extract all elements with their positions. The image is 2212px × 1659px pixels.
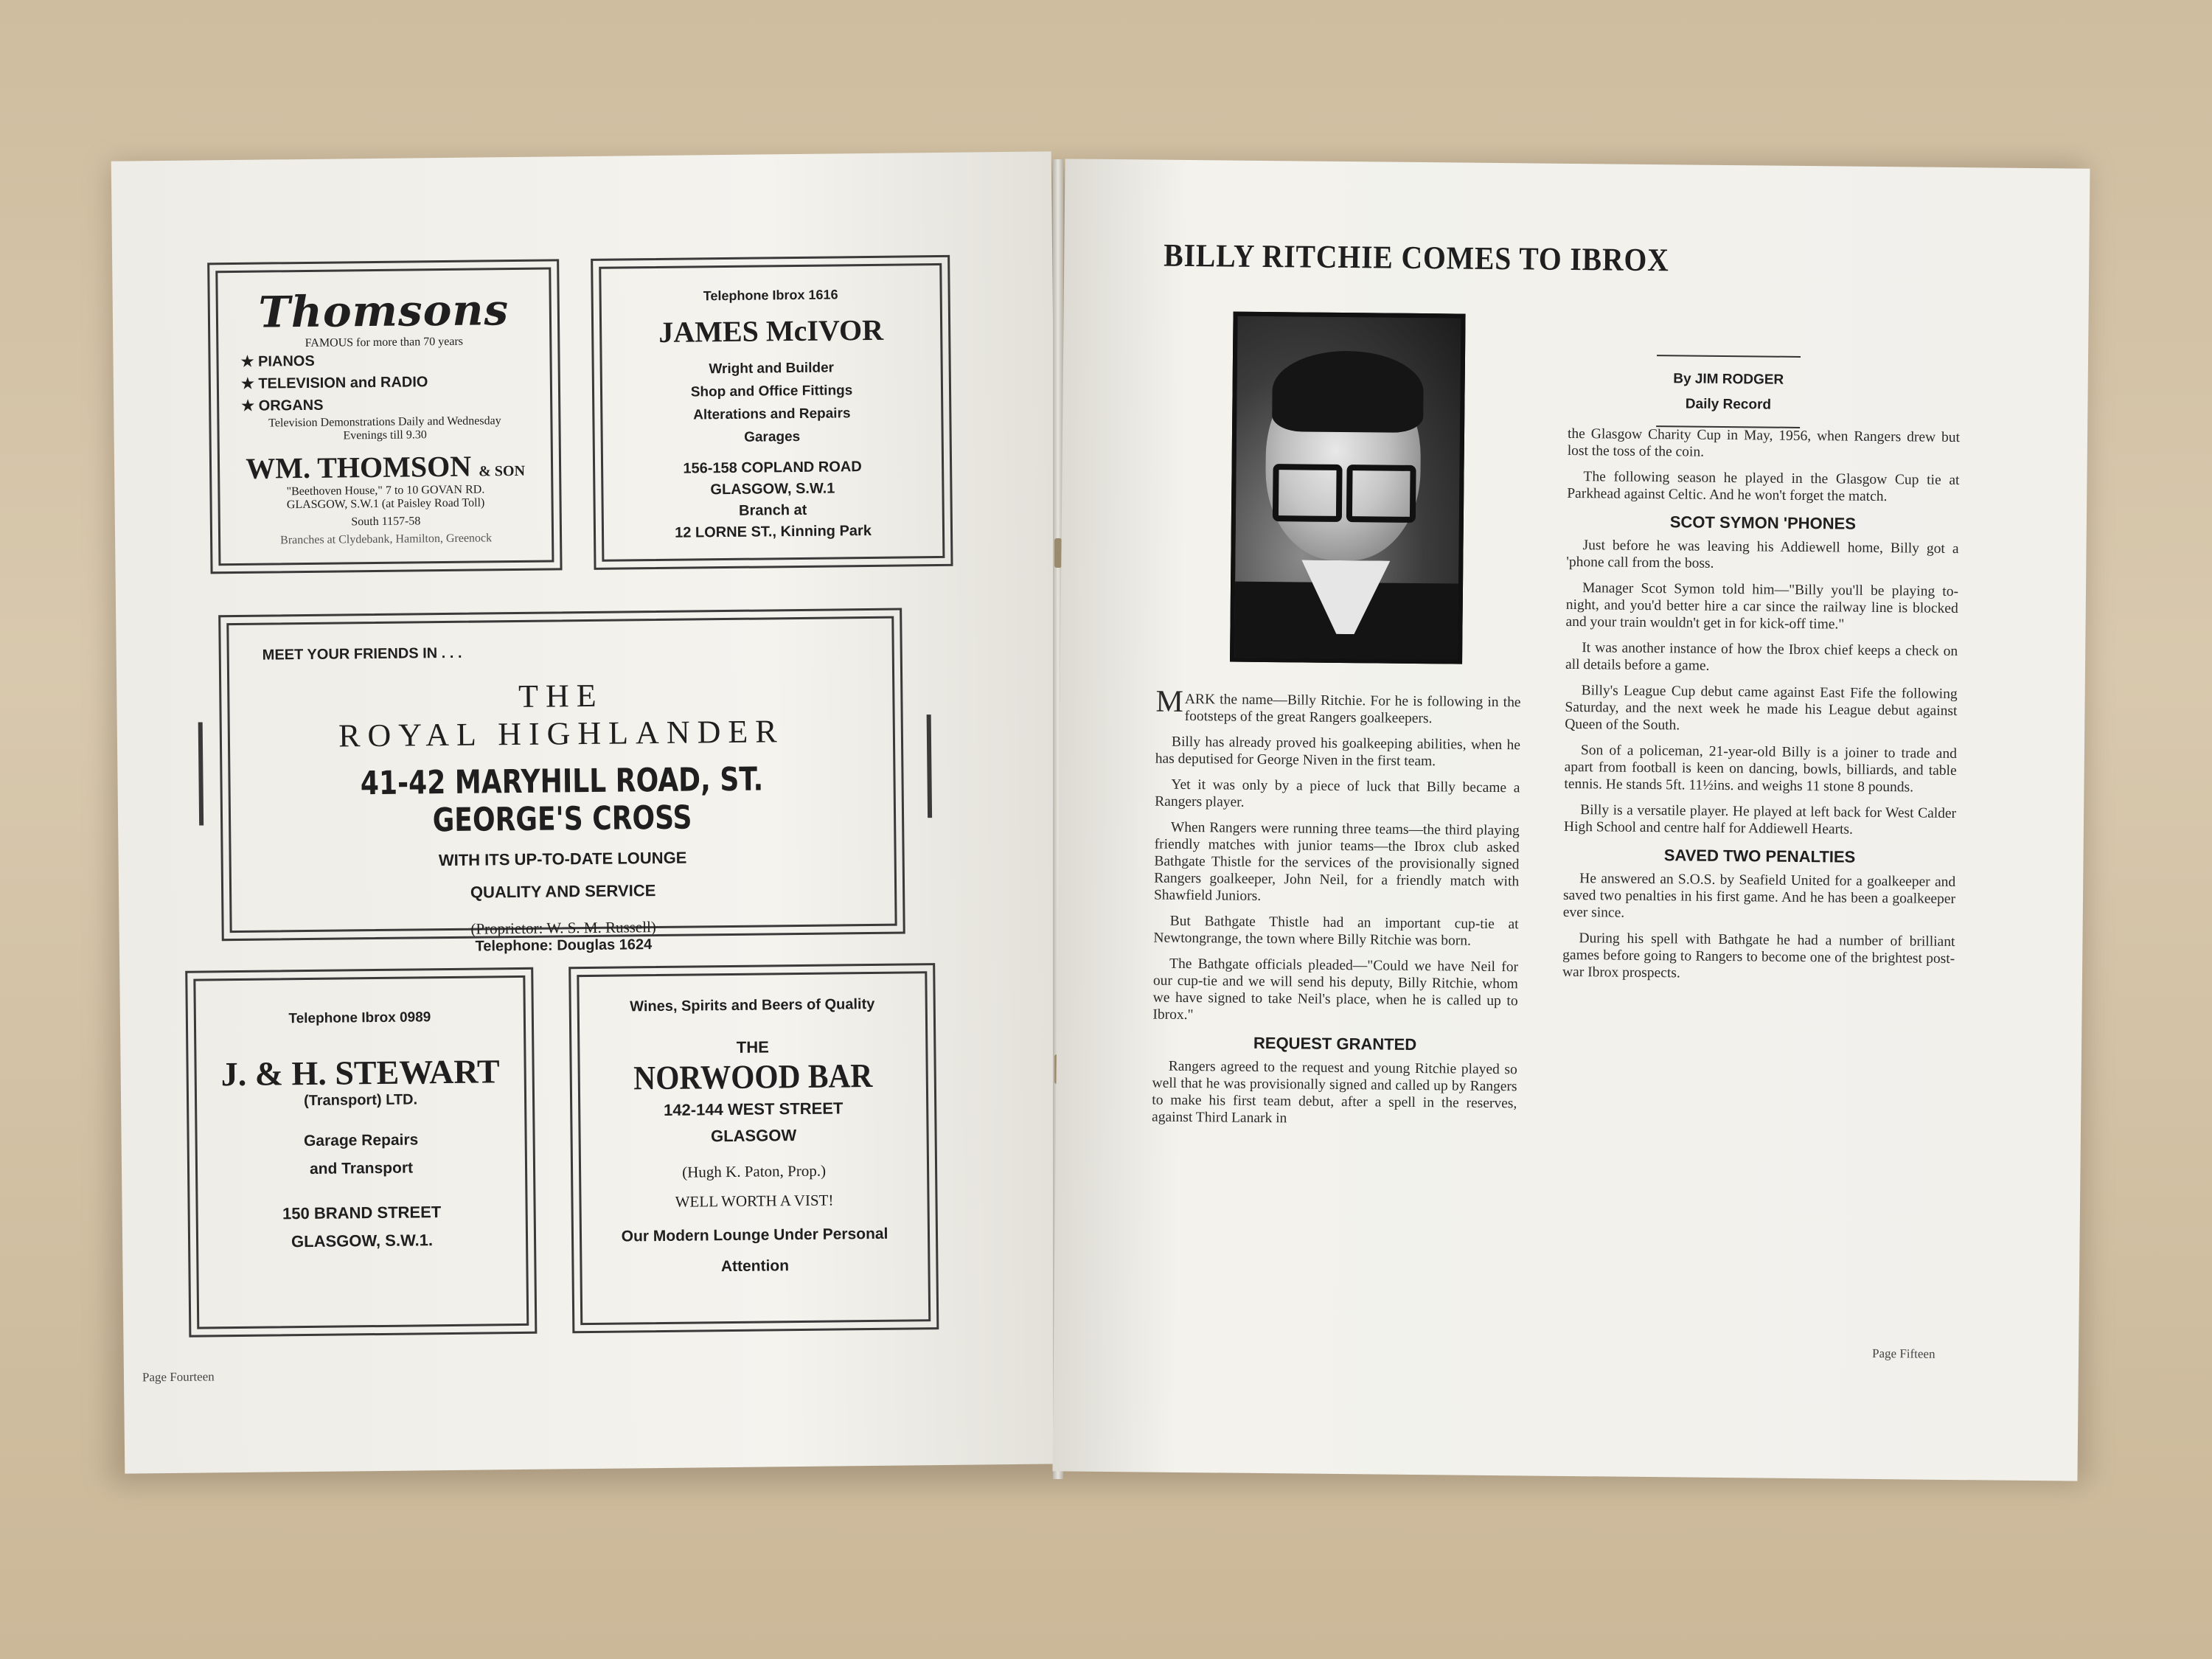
- decorative-bar-left: [198, 722, 204, 825]
- byline-author: By JIM RODGER: [1673, 371, 1784, 388]
- ad-mcivor: [599, 263, 945, 562]
- highlander-address: 41-42 MARYHILL ROAD, ST. GEORGE'S CROSS: [360, 760, 764, 840]
- paragraph: He answered an S.O.S. by Seafield United for a goalkeeper and saved two penalties in his first game. And he has been a goalkeeper ever since.: [1562, 871, 1956, 921]
- thomsons-product-pianos: ★ PIANOS: [240, 352, 315, 370]
- mcivor-address: GLASGOW, S.W.1: [710, 480, 835, 498]
- stewart-ltd: (Transport) LTD.: [303, 1091, 418, 1110]
- stewart-name: J. & H. STEWART: [220, 1052, 500, 1093]
- left-page: [111, 151, 1065, 1473]
- stewart-service: Garage Repairs: [303, 1131, 419, 1150]
- article-column-left: [1152, 684, 1521, 1138]
- norwood-the: THE: [736, 1037, 769, 1057]
- stewart-phone: Telephone Ibrox 0989: [288, 1009, 431, 1027]
- mcivor-address: 12 LORNE ST., Kinning Park: [675, 522, 872, 541]
- paragraph: But Bathgate Thistle had an important cup-tie at Newtongrange, the town where Billy Ritchie was born.: [1153, 913, 1519, 949]
- norwood-lounge: Attention: [720, 1257, 790, 1276]
- paragraph: Billy has already proved his goalkeeping abilities, when he has deputised for George Niven in the first team.: [1155, 734, 1521, 770]
- ad-norwood-bar: [577, 971, 931, 1325]
- page-number-right: Page Fifteen: [1871, 1346, 1935, 1361]
- thomsons-address2: GLASGOW, S.W.1 (at Paisley Road Toll): [286, 496, 485, 512]
- norwood-address: 142-144 WEST STREET: [663, 1099, 844, 1119]
- paragraph: During his spell with Bathgate he had a number of brilliant games before going to Rangers to become one of the brightest post-war Ibrox prospects.: [1562, 931, 1955, 981]
- ad-stewart: [193, 975, 529, 1329]
- thomsons-name: WM. THOMSON & SON: [245, 449, 526, 485]
- paragraph: Son of a policeman, 21-year-old Billy is a joiner to trade and apart from football is keen on dancing, bowls, billiards, and table tennis. He stands 5ft. 11½ins. and weighs 11 stone 8 pounds.: [1564, 742, 1957, 796]
- byline-publication: Daily Record: [1685, 396, 1772, 413]
- paragraph: When Rangers were running three teams—the third playing friendly matches with junior teams—the Ibrox club asked Bathgate Thistle for the services of the provisionally signed Rangers goalkeeper, John Neil, for a friendly match with Shawfield Juniors.: [1153, 819, 1520, 904]
- page-number-left: Page Fourteen: [142, 1369, 215, 1385]
- byline: [1656, 355, 1801, 428]
- thomsons-product-organs: ★ ORGANS: [241, 397, 324, 414]
- norwood-lounge: Our Modern Lounge Under Personal: [621, 1225, 888, 1245]
- highlander-proprietor: (Proprietor: W. S. M. Russell): [470, 918, 656, 938]
- norwood-proprietor: (Hugh K. Paton, Prop.): [682, 1161, 827, 1181]
- highlander-quality: QUALITY AND SERVICE: [470, 881, 656, 902]
- thomsons-address1: "Beethoven House," 7 to 10 GOVAN RD.: [286, 483, 485, 498]
- thomsons-brand: Thomsons: [258, 285, 509, 338]
- paragraph: Manager Scot Symon told him—"Billy you'll be playing to-night, and you'd better hire a car since the railway line is blocked and your train wouldn't get in for kick-off time.": [1565, 580, 1959, 633]
- norwood-slogan: WELL WORTH A VIST!: [675, 1191, 834, 1211]
- paragraph: Just before he was leaving his Addiewell home, Billy got a 'phone call from the boss.: [1566, 538, 1959, 571]
- thomsons-demo: Television Demonstrations Daily and Wednesday Evenings till 9.30: [268, 414, 501, 442]
- thomsons-famous: FAMOUS for more than 70 years: [305, 335, 464, 349]
- article-column-right: [1562, 425, 1960, 993]
- paragraph: The following season he played in the Glasgow Cup tie at Parkhead against Celtic. And he won't forget the match.: [1567, 469, 1960, 505]
- norwood-name: NORWOOD BAR: [633, 1056, 873, 1097]
- mcivor-line: Wright and Builder: [709, 360, 835, 378]
- portrait-photo: [1230, 312, 1466, 664]
- mcivor-line: Alterations and Repairs: [693, 406, 851, 423]
- paragraph: Billy is a versatile player. He played at left back for West Calder High School and centre half for Addiewell Hearts.: [1563, 802, 1957, 838]
- decorative-bar-right: [927, 714, 932, 818]
- highlander-phone: Telephone: Douglas 1624: [475, 936, 653, 955]
- paragraph: MARK the name—Billy Ritchie. For he is following in the footsteps of the great Rangers goalkeepers.: [1155, 684, 1521, 727]
- article-headline: BILLY RITCHIE COMES TO IBROX: [1164, 237, 1669, 279]
- mcivor-address: Branch at: [738, 501, 807, 519]
- mcivor-line: Shop and Office Fittings: [690, 383, 853, 400]
- stewart-address: 150 BRAND STREET: [282, 1203, 442, 1223]
- dropcap: M: [1155, 684, 1184, 719]
- highlander-name: ROYAL HIGHLANDER: [338, 713, 785, 754]
- mcivor-phone: Telephone Ibrox 1616: [703, 287, 838, 304]
- subheading: SCOT SYMON 'PHONES: [1669, 512, 1857, 533]
- paragraph: Billy's League Cup debut came against East Fife the following Saturday, and the next week he made his League debut against Queen of the South.: [1565, 683, 1958, 734]
- norwood-address: GLASGOW: [710, 1126, 797, 1146]
- paragraph: The Bathgate officials pleaded—"Could we have Neil for our cup-tie and we will send his deputy, Billy Ritchie, whom we have signed to take Neil's place, when he is called up to Ibrox.": [1152, 956, 1519, 1023]
- thomsons-phone: South 1157-58: [351, 515, 421, 529]
- stewart-address: GLASGOW, S.W.1.: [291, 1231, 434, 1251]
- subheading: REQUEST GRANTED: [1253, 1033, 1417, 1054]
- stewart-service: and Transport: [309, 1159, 414, 1178]
- mcivor-line: Garages: [744, 428, 801, 445]
- paragraph: It was another instance of how the Ibrox chief keeps a check on all details before a game.: [1565, 640, 1958, 674]
- paragraph: Yet it was only by a piece of luck that Billy became a Rangers player.: [1155, 776, 1520, 810]
- mcivor-name: JAMES McIVOR: [658, 313, 884, 349]
- highlander-the: THE: [518, 677, 604, 714]
- highlander-lounge: WITH ITS UP-TO-DATE LOUNGE: [438, 848, 687, 870]
- ad-royal-highlander: [226, 616, 897, 955]
- thomsons-branches: Branches at Clydebank, Hamilton, Greenock: [280, 532, 493, 547]
- mcivor-address: 156-158 COPLAND ROAD: [683, 459, 862, 477]
- thomsons-product-tv: ★ TELEVISION and RADIO: [240, 374, 428, 392]
- paragraph: Rangers agreed to the request and young Ritchie played so well that he was provisionally signed and called up by Rangers to make his first team debut, after a spell in the reserves, against Third Lanark in: [1152, 1058, 1517, 1127]
- highlander-meet: MEET YOUR FRIENDS IN . . .: [262, 644, 462, 664]
- subheading: SAVED TWO PENALTIES: [1663, 846, 1856, 866]
- right-page: [1052, 159, 2090, 1481]
- paragraph: the Glasgow Charity Cup in May, 1956, when Rangers drew but lost the toss of the coin.: [1567, 425, 1961, 460]
- norwood-tagline: Wines, Spirits and Beers of Quality: [630, 995, 875, 1015]
- ad-thomsons: [215, 267, 554, 566]
